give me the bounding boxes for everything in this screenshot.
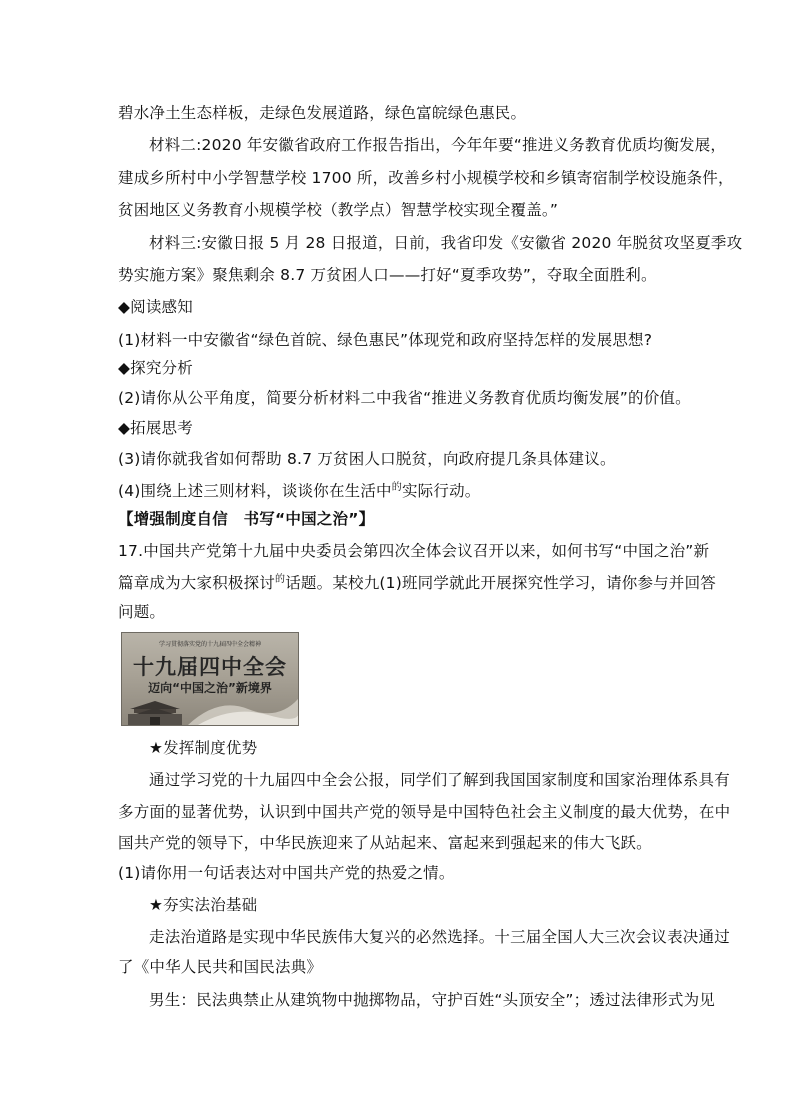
superscript-char: 的 <box>391 482 402 493</box>
banner-top-text: 学习贯彻落实党的十九届四中全会精神 <box>158 641 261 648</box>
section-heading: 【增强制度自信 书写“中国之治”】 <box>118 510 375 528</box>
plenum-banner-image <box>121 632 299 726</box>
text-line: 势实施方案》聚焦剩余 8.7 万贫困人口——打好“夏季攻势”，夺取全面胜利。 <box>118 266 657 284</box>
banner-title: 十九届四中全会 <box>133 654 287 679</box>
problem-17-line-2 <box>118 573 716 596</box>
question-1b: (1)请你用一句话表达对中国共产党的热爱之情。 <box>118 864 455 882</box>
decorative-wave-icon <box>188 691 298 725</box>
text-line: 贫困地区义务教育小规模学校（教学点）智慧学校实现全覆盖。” <box>118 201 559 219</box>
subheading-reading: ◆阅读感知 <box>118 298 193 316</box>
text-line: 男生：民法典禁止从建筑物中抛掷物品，守护百姓“头顶安全”；透过法律形式为见 <box>149 991 715 1009</box>
text-line: 走法治道路是实现中华民族伟大复兴的必然选择。十三届全国人大三次会议表决通过 <box>149 928 730 946</box>
tiananmen-gate-icon <box>126 699 184 725</box>
problem-17-part-b: 话题。某校九(1)班同学就此开展探究性学习，请你参与并回答 <box>285 574 716 592</box>
question-4 <box>118 481 480 504</box>
text-line: 材料二:2020 年安徽省政府工作报告指出，今年年要“推进义务教育优质均衡发展， <box>149 136 727 154</box>
problem-17-part-a: 篇章成为大家积极探讨 <box>118 574 276 592</box>
text-line: 通过学习党的十九届四中全会公报，同学们了解到我国国家制度和国家治理体系具有 <box>149 771 730 789</box>
problem-17-line-3: 问题。 <box>118 603 166 621</box>
problem-17-line-1: 17.中国共产党第十九届中央委员会第四次全体会议召开以来，如何书写“中国之治”新 <box>118 542 710 560</box>
superscript-char: 的 <box>275 574 286 585</box>
star-heading-system-advantage: ★发挥制度优势 <box>149 739 258 757</box>
subheading-extension: ◆拓展思考 <box>118 419 193 437</box>
text-line: 多方面的显著优势，认识到中国共产党的领导是中国特色社会主义制度的最大优势，在中 <box>118 803 731 821</box>
text-line: 国共产党的领导下，中华民族迎来了从站起来、富起来到强起来的伟大飞跃。 <box>118 834 652 852</box>
question-4-part-a: (4)围绕上述三则材料，谈谈你在生活中 <box>118 482 392 500</box>
banner-subtitle: 迈向“中国之治”新境界 <box>148 681 272 695</box>
text-line: 建成乡所村中小学智慧学校 1700 所，改善乡村小规模学校和乡镇寄宿制学校设施条件， <box>118 169 734 187</box>
question-3: (3)请你就我省如何帮助 8.7 万贫困人口脱贫，向政府提几条具体建议。 <box>118 450 616 468</box>
text-line: 碧水净土生态样板，走绿色发展道路，绿色富皖绿色惠民。 <box>118 104 527 122</box>
text-line: 材料三:安徽日报 5 月 28 日报道，日前，我省印发《安徽省 2020 年脱贫攻坚夏季攻 <box>149 234 743 252</box>
question-4-part-b: 实际行动。 <box>401 482 481 500</box>
question-2: (2)请你从公平角度，简要分析材料二中我省“推进义务教育优质均衡发展”的价值。 <box>118 389 691 407</box>
question-1: (1)材料一中安徽省“绿色首皖、绿色惠民”体现党和政府坚持怎样的发展思想? <box>118 331 653 349</box>
text-line: 了《中华人民共和国民法典》 <box>118 958 323 976</box>
star-heading-rule-of-law: ★夯实法治基础 <box>149 896 258 914</box>
subheading-inquiry: ◆探究分析 <box>118 359 193 377</box>
